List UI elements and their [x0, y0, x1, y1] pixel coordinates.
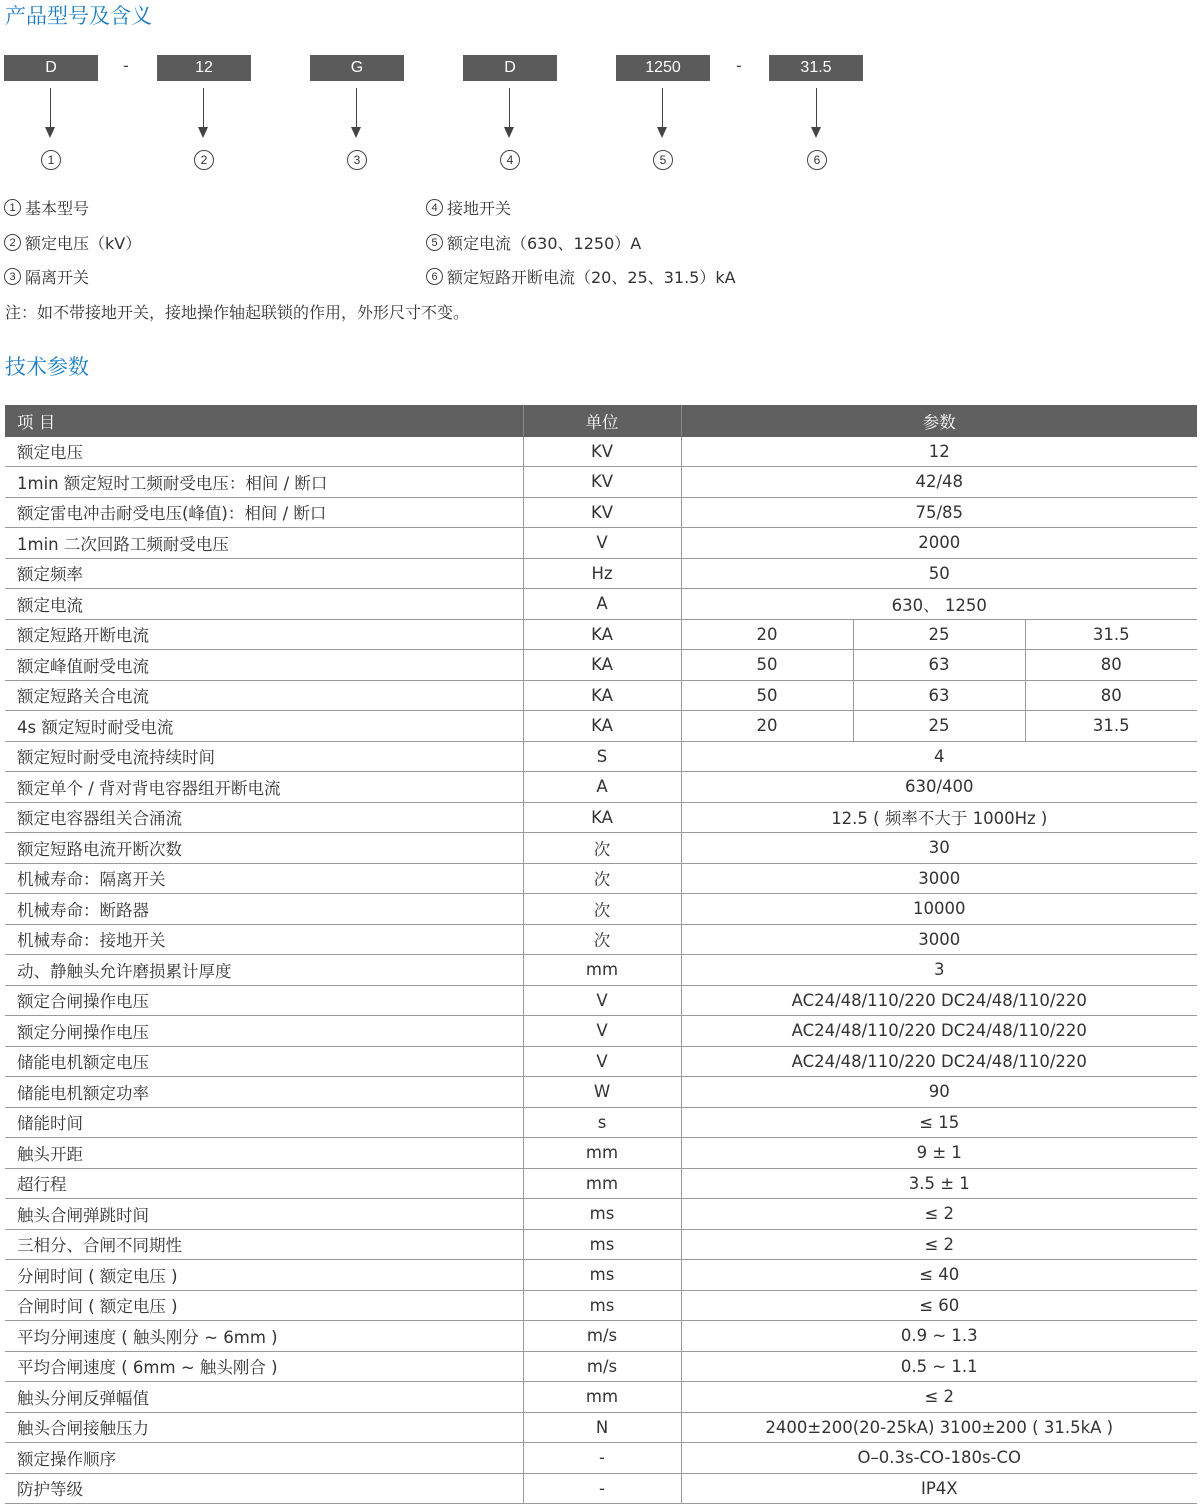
cell-value: 3000	[681, 863, 1197, 894]
table-row	[5, 711, 1197, 742]
table-row	[5, 589, 1197, 620]
cell-value: 63	[853, 680, 1025, 711]
cell-item: 额定电流	[5, 589, 523, 620]
cell-item: 额定雷电冲击耐受电压(峰值)：相间 / 断口	[5, 497, 523, 528]
cell-item: 防护等级	[5, 1473, 523, 1504]
cell-unit: KA	[523, 619, 681, 650]
cell-value: 2400±200(20-25kA) 3100±200 ( 31.5kA )	[681, 1412, 1197, 1443]
cell-item: 平均合闸速度 ( 6mm ~ 触头刚合 )	[5, 1351, 523, 1382]
cell-unit: mm	[523, 1138, 681, 1169]
legend-item-1	[4, 196, 89, 219]
cell-unit: ms	[523, 1260, 681, 1291]
table-header-row	[5, 406, 1197, 437]
circled-number-icon: 1	[4, 199, 21, 216]
code-dash: -	[736, 56, 742, 75]
marker-5: 5	[653, 150, 673, 170]
table-row	[5, 1351, 1197, 1382]
circled-number-icon: 5	[426, 234, 443, 251]
cell-unit: ms	[523, 1229, 681, 1260]
cell-value: 80	[1025, 680, 1197, 711]
cell-value: 4	[681, 741, 1197, 772]
table-row	[5, 1016, 1197, 1047]
cell-item: 三相分、合闸不同期性	[5, 1229, 523, 1260]
cell-unit: -	[523, 1443, 681, 1474]
cell-unit: V	[523, 1046, 681, 1077]
cell-unit: N	[523, 1412, 681, 1443]
cell-item: 额定单个 / 背对背电容器组开断电流	[5, 772, 523, 803]
code-part-voltage: 12	[157, 55, 251, 81]
marker-6: 6	[807, 150, 827, 170]
legend-text: 额定电流（630、1250）A	[447, 234, 642, 253]
table-row	[5, 1290, 1197, 1321]
table-row	[5, 863, 1197, 894]
cell-value: 9 ± 1	[681, 1138, 1197, 1169]
table-row	[5, 802, 1197, 833]
header-item: 项 目	[5, 406, 523, 437]
arrow-down-icon	[509, 88, 510, 128]
code-part-earthing: D	[463, 55, 557, 81]
cell-value: AC24/48/110/220 DC24/48/110/220	[681, 985, 1197, 1016]
table-row	[5, 772, 1197, 803]
cell-unit: 次	[523, 863, 681, 894]
cell-value: 25	[853, 711, 1025, 742]
code-dash: -	[123, 56, 129, 75]
table-row	[5, 1382, 1197, 1413]
code-part-current: 1250	[616, 55, 710, 81]
cell-value: 90	[681, 1077, 1197, 1108]
arrow-down-icon	[662, 88, 663, 128]
cell-value: 10000	[681, 894, 1197, 925]
legend-item-6	[426, 265, 736, 288]
cell-unit: KV	[523, 497, 681, 528]
cell-value: 42/48	[681, 467, 1197, 498]
cell-item: 4s 额定短时耐受电流	[5, 711, 523, 742]
table-row	[5, 1260, 1197, 1291]
table-row	[5, 467, 1197, 498]
cell-item: 机械寿命：接地开关	[5, 924, 523, 955]
cell-value: 12	[681, 436, 1197, 467]
cell-value: ≤ 15	[681, 1107, 1197, 1138]
table-row	[5, 528, 1197, 559]
cell-value: 75/85	[681, 497, 1197, 528]
table-row	[5, 1077, 1197, 1108]
cell-value: O–0.3s-CO-180s-CO	[681, 1443, 1197, 1474]
cell-item: 额定操作顺序	[5, 1443, 523, 1474]
table-row	[5, 497, 1197, 528]
code-part-breaking: 31.5	[769, 55, 863, 81]
cell-unit: A	[523, 772, 681, 803]
cell-value: ≤ 2	[681, 1229, 1197, 1260]
legend-text: 额定电压（kV）	[25, 234, 142, 253]
table-row	[5, 1443, 1197, 1474]
circled-number-icon: 3	[4, 268, 21, 285]
cell-value: 80	[1025, 650, 1197, 681]
cell-value: 50	[681, 558, 1197, 589]
arrow-down-icon	[50, 88, 51, 128]
table-row	[5, 558, 1197, 589]
table-row	[5, 1046, 1197, 1077]
cell-item: 额定分闸操作电压	[5, 1016, 523, 1047]
cell-item: 动、静触头允许磨损累计厚度	[5, 955, 523, 986]
cell-unit: Hz	[523, 558, 681, 589]
cell-value: 50	[681, 680, 853, 711]
cell-unit: V	[523, 528, 681, 559]
cell-item: 触头合闸接触压力	[5, 1412, 523, 1443]
legend-item-2	[4, 231, 141, 254]
table-row	[5, 1168, 1197, 1199]
table-row	[5, 436, 1197, 467]
cell-value: 20	[681, 711, 853, 742]
cell-item: 平均分闸速度 ( 触头刚分 ~ 6mm )	[5, 1321, 523, 1352]
cell-value: 12.5 ( 频率不大于 1000Hz )	[681, 802, 1197, 833]
cell-item: 触头开距	[5, 1138, 523, 1169]
legend-text: 额定短路开断电流（20、25、31.5）kA	[447, 268, 736, 287]
cell-value: 0.9 ~ 1.3	[681, 1321, 1197, 1352]
section-title-tech-params: 技术参数	[5, 355, 89, 379]
section-title-model: 产品型号及含义	[5, 4, 152, 28]
cell-item: 1min 额定短时工频耐受电压：相间 / 断口	[5, 467, 523, 498]
table-row	[5, 955, 1197, 986]
cell-item: 额定电压	[5, 436, 523, 467]
cell-item: 储能时间	[5, 1107, 523, 1138]
cell-value: 31.5	[1025, 711, 1197, 742]
header-param: 参数	[681, 406, 1197, 437]
cell-unit: m/s	[523, 1321, 681, 1352]
cell-unit: W	[523, 1077, 681, 1108]
tech-params-table	[5, 405, 1197, 1504]
cell-unit: mm	[523, 955, 681, 986]
legend-text: 基本型号	[25, 199, 90, 218]
cell-value: ≤ 40	[681, 1260, 1197, 1291]
header-unit: 单位	[523, 406, 681, 437]
table-row	[5, 1199, 1197, 1230]
circled-number-icon: 4	[426, 199, 443, 216]
table-row	[5, 1321, 1197, 1352]
circled-number-icon: 6	[426, 268, 443, 285]
cell-unit: KA	[523, 802, 681, 833]
cell-value: IP4X	[681, 1473, 1197, 1504]
arrow-down-icon	[203, 88, 204, 128]
cell-item: 储能电机额定电压	[5, 1046, 523, 1077]
arrow-down-icon	[816, 88, 817, 128]
cell-value: 20	[681, 619, 853, 650]
cell-unit: mm	[523, 1168, 681, 1199]
legend-text: 隔离开关	[25, 268, 90, 287]
cell-value: 0.5 ~ 1.1	[681, 1351, 1197, 1382]
cell-item: 额定短时耐受电流持续时间	[5, 741, 523, 772]
table-row	[5, 924, 1197, 955]
cell-value: ≤ 60	[681, 1290, 1197, 1321]
cell-item: 额定频率	[5, 558, 523, 589]
cell-item: 分闸时间 ( 额定电压 )	[5, 1260, 523, 1291]
cell-item: 额定短路开断电流	[5, 619, 523, 650]
table-body	[5, 436, 1197, 1504]
cell-unit: V	[523, 1016, 681, 1047]
cell-unit: -	[523, 1473, 681, 1504]
cell-value: 25	[853, 619, 1025, 650]
table-row	[5, 833, 1197, 864]
table-row	[5, 894, 1197, 925]
cell-value: AC24/48/110/220 DC24/48/110/220	[681, 1046, 1197, 1077]
marker-4: 4	[500, 150, 520, 170]
cell-item: 触头合闸弹跳时间	[5, 1199, 523, 1230]
table-row	[5, 1473, 1197, 1504]
cell-unit: m/s	[523, 1351, 681, 1382]
cell-value: 50	[681, 650, 853, 681]
cell-item: 额定短路电流开断次数	[5, 833, 523, 864]
code-part-isolator: G	[310, 55, 404, 81]
cell-item: 1min 二次回路工频耐受电压	[5, 528, 523, 559]
cell-value: ≤ 2	[681, 1382, 1197, 1413]
cell-unit: s	[523, 1107, 681, 1138]
cell-unit: KA	[523, 711, 681, 742]
marker-1: 1	[41, 150, 61, 170]
cell-item: 机械寿命：断路器	[5, 894, 523, 925]
table-row	[5, 985, 1197, 1016]
cell-value: 3000	[681, 924, 1197, 955]
legend-item-5	[426, 231, 641, 254]
cell-unit: S	[523, 741, 681, 772]
cell-value: 31.5	[1025, 619, 1197, 650]
cell-item: 机械寿命：隔离开关	[5, 863, 523, 894]
circled-number-icon: 2	[4, 234, 21, 251]
cell-item: 额定峰值耐受电流	[5, 650, 523, 681]
cell-value: 2000	[681, 528, 1197, 559]
cell-unit: 次	[523, 924, 681, 955]
cell-unit: A	[523, 589, 681, 620]
marker-2: 2	[194, 150, 214, 170]
cell-unit: mm	[523, 1382, 681, 1413]
cell-unit: KV	[523, 467, 681, 498]
cell-unit: ms	[523, 1199, 681, 1230]
cell-item: 合闸时间 ( 额定电压 )	[5, 1290, 523, 1321]
cell-value: AC24/48/110/220 DC24/48/110/220	[681, 1016, 1197, 1047]
cell-unit: 次	[523, 833, 681, 864]
cell-unit: ms	[523, 1290, 681, 1321]
legend-item-3	[4, 265, 89, 288]
cell-value: 630/400	[681, 772, 1197, 803]
cell-item: 储能电机额定功率	[5, 1077, 523, 1108]
cell-value: 30	[681, 833, 1197, 864]
table-row	[5, 1138, 1197, 1169]
table-row	[5, 619, 1197, 650]
table-row	[5, 1229, 1197, 1260]
table-row	[5, 1107, 1197, 1138]
cell-value: 63	[853, 650, 1025, 681]
table-row	[5, 741, 1197, 772]
cell-value: 630、 1250	[681, 589, 1197, 620]
cell-unit: 次	[523, 894, 681, 925]
table-row	[5, 1412, 1197, 1443]
cell-unit: KA	[523, 650, 681, 681]
table-row	[5, 650, 1197, 681]
cell-item: 超行程	[5, 1168, 523, 1199]
cell-unit: KA	[523, 680, 681, 711]
cell-item: 额定电容器组关合涌流	[5, 802, 523, 833]
cell-item: 触头分闸反弹幅值	[5, 1382, 523, 1413]
cell-value: 3.5 ± 1	[681, 1168, 1197, 1199]
cell-value: ≤ 2	[681, 1199, 1197, 1230]
cell-value: 3	[681, 955, 1197, 986]
marker-3: 3	[347, 150, 367, 170]
cell-unit: KV	[523, 436, 681, 467]
arrow-down-icon	[356, 88, 357, 128]
code-part-base: D	[4, 55, 98, 81]
legend-item-4	[426, 196, 511, 219]
table-row	[5, 680, 1197, 711]
legend-text: 接地开关	[447, 199, 512, 218]
note-text: 注：如不带接地开关，接地操作轴起联锁的作用，外形尺寸不变。	[5, 303, 470, 322]
cell-unit: V	[523, 985, 681, 1016]
cell-item: 额定短路关合电流	[5, 680, 523, 711]
cell-item: 额定合闸操作电压	[5, 985, 523, 1016]
